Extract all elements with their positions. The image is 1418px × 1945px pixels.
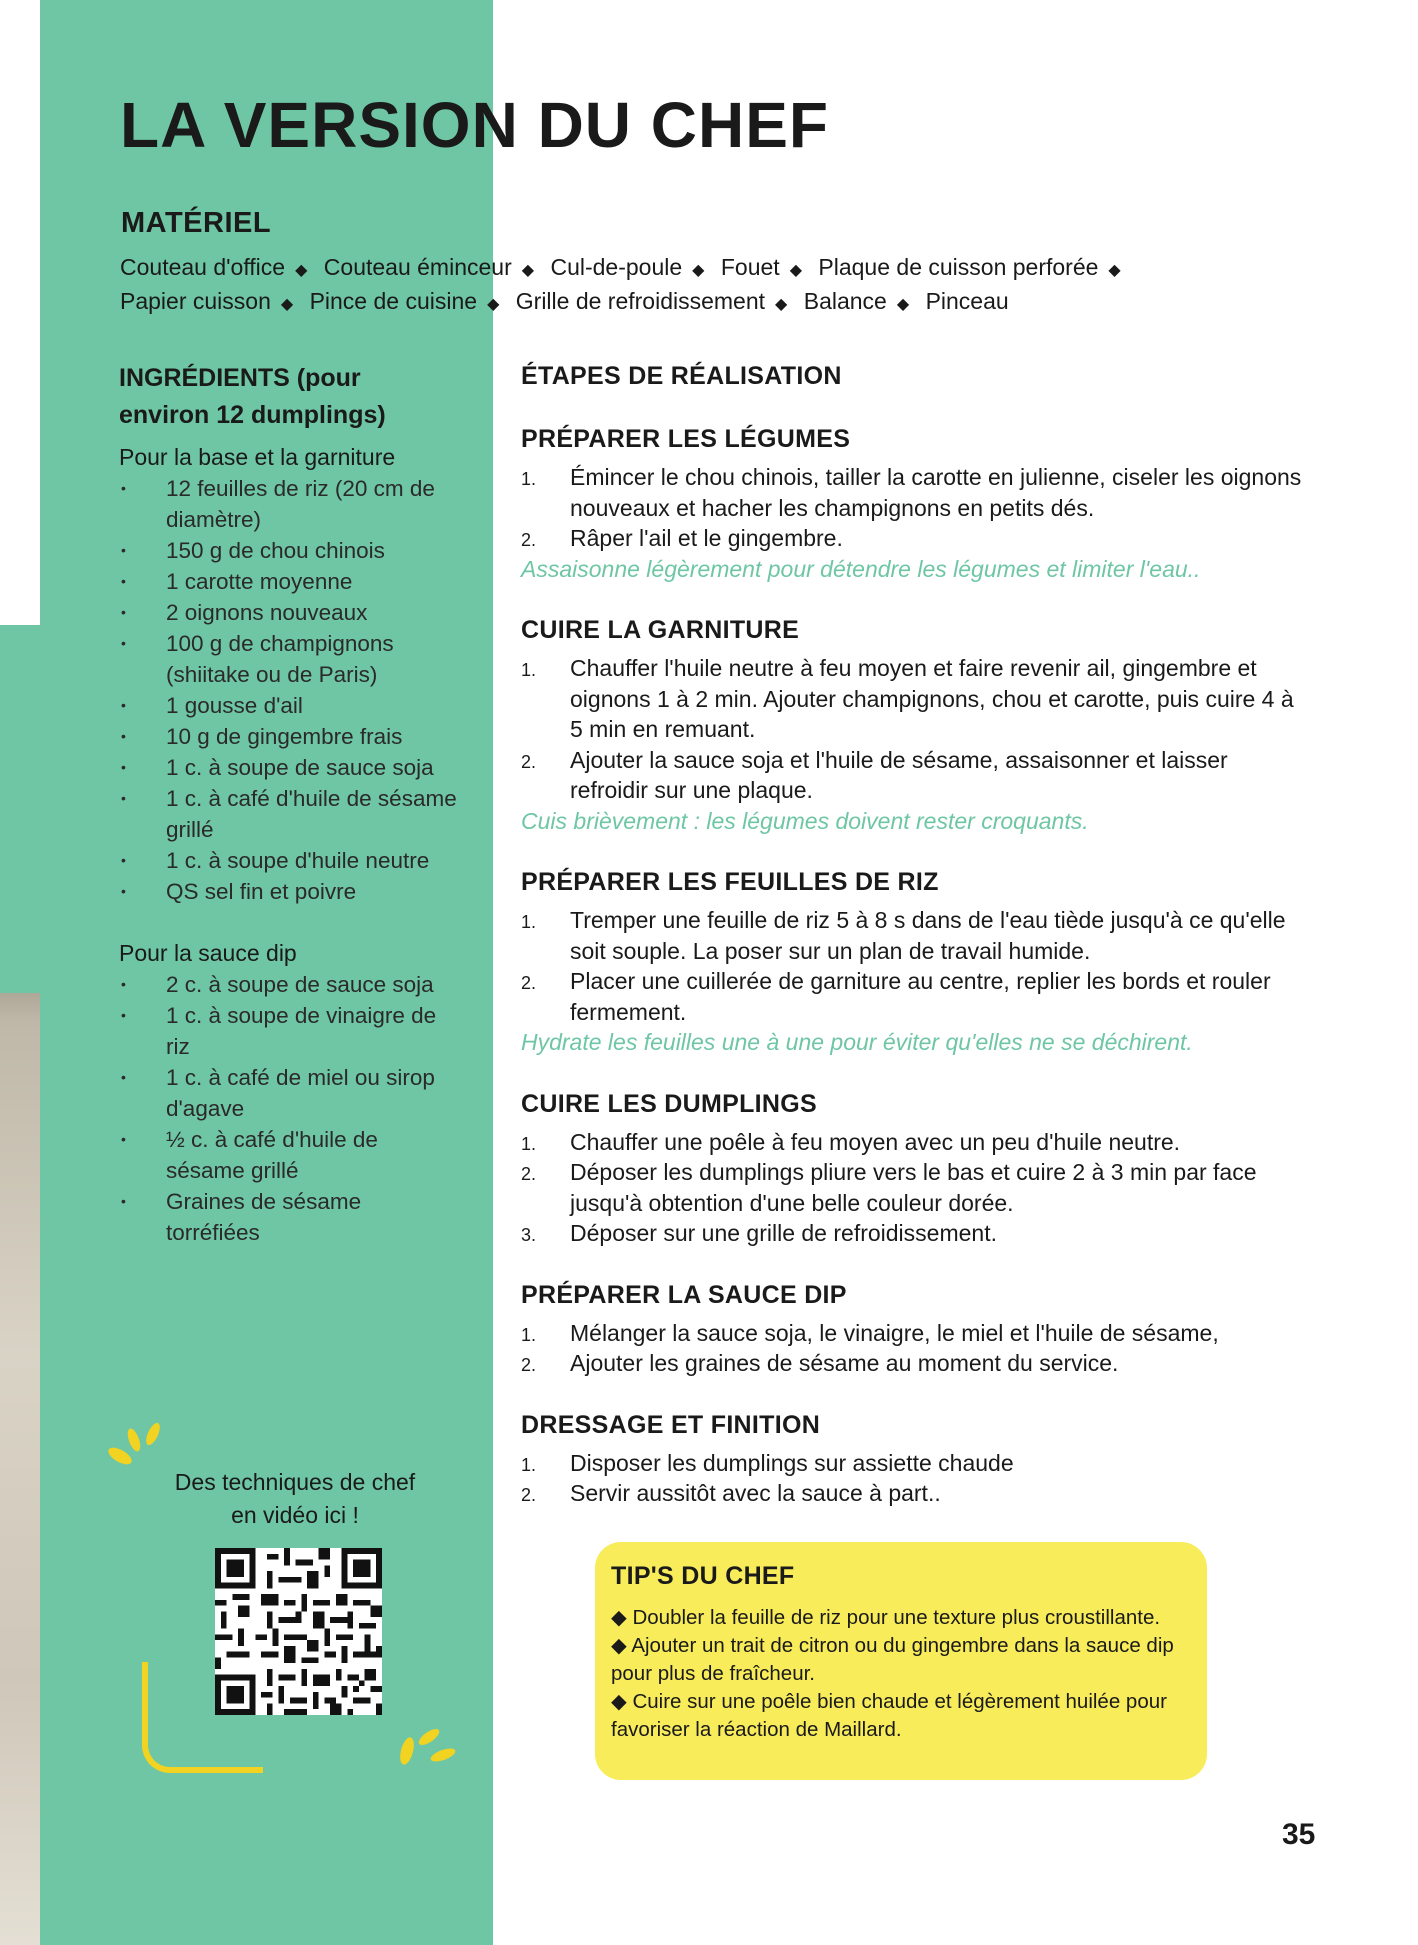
section-title: PRÉPARER LA SAUCE DIP (521, 1280, 847, 1309)
materiel-item: Couteau d'office ◆ (120, 254, 308, 280)
ingredient-item: • 100 g de champignons (shiitake ou de Paris) (119, 628, 459, 690)
ingredient-item: • Graines de sésame torréfiées (119, 1186, 459, 1248)
ingredient-item: • QS sel fin et poivre (119, 876, 459, 907)
ingredient-item: • 2 oignons nouveaux (119, 597, 459, 628)
step-item: 1. Mélanger la sauce soja, le vinaigre, le miel et l'huile de sésame, (521, 1319, 1219, 1346)
decorative-corner (142, 1662, 263, 1773)
step-section (521, 1277, 1311, 1379)
ingredients-heading: INGRÉDIENTS (pour environ 12 dumplings) (119, 364, 386, 429)
section-title: CUIRE LA GARNITURE (521, 616, 800, 644)
page-number: 35 (1282, 1818, 1316, 1851)
ingredients-column (119, 360, 459, 1248)
step-section (521, 864, 1311, 1058)
ingredient-item: • 1 c. à café de miel ou sirop d'agave (119, 1062, 459, 1124)
step-item: 1. Disposer les dumplings sur assiette chaude (521, 1449, 1014, 1476)
sparkle-icon (395, 1715, 465, 1775)
section-title: CUIRE LES DUMPLINGS (521, 1089, 817, 1118)
ingredient-item: • 1 carotte moyenne (119, 566, 459, 597)
sauce-ingredient-list (119, 969, 459, 1248)
step-item: 2. Ajouter la sauce soja et l'huile de sésame, assaisonner et laisser refroidir sur une plaque. (521, 746, 1228, 803)
step-item: 2. Placer une cuillerée de garniture au centre, replier les bords et rouler fermement. (521, 968, 1271, 1025)
step-item: 2. Servir aussitôt avec la sauce à part.. (521, 1480, 941, 1506)
step-item: 1. Chauffer l'huile neutre à feu moyen et faire revenir ail, gingembre et oignons 1 à 2 min. Ajouter champignons, chou et carotte, puis cuire 4 à 5 min en remuant. (521, 655, 1294, 742)
step-section (521, 1407, 1311, 1509)
materiel-item: Couteau éminceur ◆ (323, 254, 535, 280)
page-title: LA VERSION DU CHEF (120, 89, 829, 161)
step-item: 3. Déposer sur une grille de refroidissement. (521, 1220, 997, 1246)
step-section (521, 421, 1311, 584)
ingredient-item: • ½ c. à café d'huile de sésame grillé (119, 1124, 459, 1186)
materiel-item: Fouet ◆ (720, 254, 802, 280)
step-item: 1. Chauffer une poêle à feu moyen avec un peu d'huile neutre. (521, 1128, 1181, 1155)
ingredient-item: • 10 g de gingembre frais (119, 721, 459, 752)
step-item: 1. Émincer le chou chinois, tailler la carotte en julienne, ciseler les oignons nouveaux et hacher les champignons en petits dés. (521, 464, 1302, 521)
ingredient-item: • 150 g de chou chinois (119, 535, 459, 566)
ingredient-item: • 1 c. à soupe d'huile neutre (119, 845, 459, 876)
tips-list (611, 1604, 1186, 1744)
base-heading: Pour la base et la garniture (119, 444, 396, 470)
ingredient-item: • 1 c. à soupe de vinaigre de riz (119, 1000, 459, 1062)
chef-tips-box (595, 1542, 1207, 1780)
section-tip: Assaisonne légèrement pour détendre les légumes et limiter l'eau.. (521, 555, 1201, 582)
step-item: 2. Râper l'ail et le gingembre. (521, 525, 843, 551)
materiel-item: Plaque de cuisson perforée ◆ (818, 254, 1121, 280)
materiel-item: Pince de cuisine ◆ (309, 288, 500, 314)
step-section (521, 1086, 1311, 1249)
step-section (521, 612, 1311, 836)
ingredient-item: • 12 feuilles de riz (20 cm de diamètre) (119, 473, 459, 535)
photo-strip (0, 625, 40, 1945)
video-label: Des techniques de chef en vidéo ici ! (174, 1469, 416, 1528)
steps-column (521, 358, 1311, 1509)
section-tip: Hydrate les feuilles une à une pour éviter qu'elles ne se déchirent. (521, 1029, 1193, 1055)
step-item: 2. Déposer les dumplings pliure vers le bas et cuire 2 à 3 min par face jusqu'à obtention d'une belle couleur dorée. (521, 1159, 1257, 1216)
section-title: DRESSAGE ET FINITION (521, 1410, 821, 1439)
section-tip: Cuis brièvement : les légumes doivent rester croquants. (521, 807, 1089, 834)
materiel-item: Papier cuisson ◆ (120, 288, 294, 314)
section-title: PRÉPARER LES FEUILLES DE RIZ (521, 868, 939, 896)
ingredient-item: • 1 gousse d'ail (119, 690, 459, 721)
tip-item: ◆ Ajouter un trait de citron ou du gingembre dans la sauce dip pour plus de fraîcheur. (611, 1634, 1174, 1685)
materiel-item: Grille de refroidissement ◆ (515, 288, 788, 314)
tip-item: ◆ Cuire sur une poêle bien chaude et légèrement huilée pour favoriser la réaction de Maillard. (611, 1690, 1167, 1741)
materiel-heading: MATÉRIEL (121, 207, 272, 239)
step-item: 2. Ajouter les graines de sésame au moment du service. (521, 1350, 1119, 1376)
materiel-item: Cul-de-poule ◆ (550, 254, 705, 280)
steps-heading: ÉTAPES DE RÉALISATION (521, 362, 842, 390)
ingredient-item: • 1 c. à café d'huile de sésame grillé (119, 783, 459, 845)
section-title: PRÉPARER LES LÉGUMES (521, 425, 851, 453)
materiel-list (120, 252, 1320, 320)
base-ingredient-list (119, 473, 459, 907)
ingredient-item: • 1 c. à soupe de sauce soja (119, 752, 459, 783)
materiel-item: Balance ◆ (803, 288, 910, 314)
sauce-heading: Pour la sauce dip (119, 940, 297, 966)
step-item: 1. Tremper une feuille de riz 5 à 8 s dans de l'eau tiède jusqu'à ce qu'elle soit souple. La poser sur un plan de travail humide. (521, 907, 1286, 964)
tip-item: ◆ Doubler la feuille de riz pour une texture plus croustillante. (611, 1606, 1161, 1629)
ingredient-item: • 2 c. à soupe de sauce soja (119, 969, 459, 1000)
tips-title: TIP'S DU CHEF (611, 1562, 795, 1590)
materiel-item: Pinceau (925, 288, 1009, 314)
